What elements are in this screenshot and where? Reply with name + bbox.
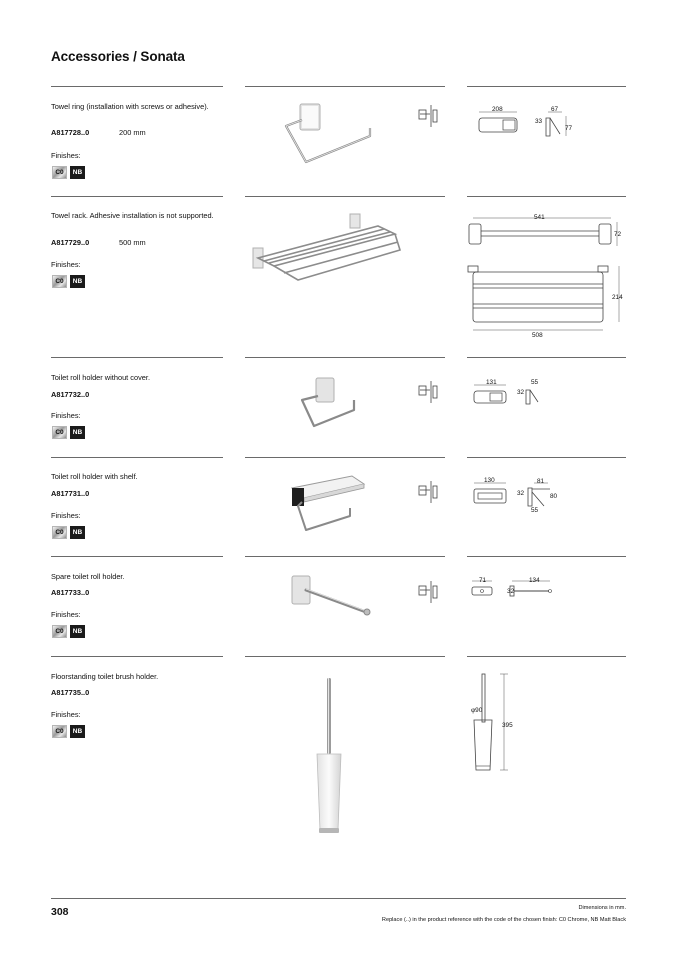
- footer-replace-note: Replace (..) in the product reference with the code of the chosen finish: C0 Chrome, NB Matt Black: [381, 917, 626, 923]
- finish-matt-black-swatch: NB: [70, 426, 85, 439]
- spare-roll-holder-image: [280, 568, 380, 628]
- finish-matt-black-swatch: NB: [70, 625, 85, 638]
- dimension-label: 80: [550, 493, 558, 500]
- dimension-label: 55: [531, 379, 539, 386]
- row-divider: [51, 656, 223, 657]
- dimension-label: 71: [479, 577, 487, 584]
- row-divider: [467, 196, 626, 197]
- product-description: Toilet roll holder with shelf.: [51, 472, 138, 481]
- towel-ring-image: [270, 96, 390, 171]
- dimension-label: 208: [492, 106, 503, 113]
- finish-swatches: [52, 166, 85, 179]
- towel-rack-drawing: [467, 212, 627, 337]
- dimension-label: 67: [551, 106, 559, 113]
- dimension-label: φ90: [471, 707, 483, 714]
- installation-icons: [418, 104, 442, 128]
- finish-matt-black-swatch: NB: [70, 725, 85, 738]
- dimension-label: 508: [532, 332, 543, 339]
- dimension-label: 214: [612, 294, 623, 301]
- row-divider: [467, 357, 626, 358]
- row-divider: [245, 656, 445, 657]
- toilet-brush-holder-image: [305, 672, 355, 842]
- dimension-label: 72: [614, 231, 622, 238]
- row-divider: [467, 457, 626, 458]
- dimension-label: 131: [486, 379, 497, 386]
- finish-chrome-swatch: C0: [52, 526, 67, 539]
- product-description: Spare toilet roll holder.: [51, 572, 125, 581]
- finish-matt-black-swatch: NB: [70, 526, 85, 539]
- product-reference: A817735..0: [51, 688, 90, 697]
- row-divider: [51, 86, 223, 87]
- product-description: Towel ring (installation with screws or adhesive).: [51, 102, 209, 111]
- row-divider: [467, 656, 626, 657]
- toilet-roll-holder-image: [288, 370, 368, 438]
- row-divider: [51, 196, 223, 197]
- finish-swatches: [52, 275, 85, 288]
- finishes-label: Finishes:: [51, 411, 81, 420]
- product-size: 500 mm: [119, 238, 146, 247]
- footer-divider: [51, 898, 626, 899]
- product-description: Floorstanding toilet brush holder.: [51, 672, 159, 681]
- row-divider: [245, 86, 445, 87]
- finish-chrome-swatch: C0: [52, 166, 67, 179]
- finish-chrome-swatch: C0: [52, 426, 67, 439]
- finish-matt-black-swatch: NB: [70, 166, 85, 179]
- toilet-brush-holder-drawing: [466, 670, 526, 780]
- row-divider: [245, 357, 445, 358]
- dimension-label: 32: [517, 389, 525, 396]
- finish-chrome-swatch: C0: [52, 625, 67, 638]
- dimension-label: 541: [534, 214, 545, 221]
- finishes-label: Finishes:: [51, 511, 81, 520]
- page-number: 308: [51, 906, 69, 918]
- finish-swatches: [52, 625, 85, 638]
- dimension-label: 32: [507, 588, 515, 595]
- dimension-label: 33: [535, 118, 543, 125]
- dimension-label: 32: [517, 490, 525, 497]
- product-reference: A817729..0: [51, 238, 90, 247]
- row-divider: [51, 357, 223, 358]
- page-title: Accessories / Sonata: [51, 49, 185, 64]
- row-divider: [51, 457, 223, 458]
- dimension-label: 130: [484, 477, 495, 484]
- row-divider: [467, 86, 626, 87]
- finishes-label: Finishes:: [51, 151, 81, 160]
- product-description: Toilet roll holder without cover.: [51, 373, 150, 382]
- dimension-label: 134: [529, 577, 540, 584]
- finish-chrome-swatch: C0: [52, 725, 67, 738]
- product-reference: A817728..0: [51, 128, 90, 137]
- finish-swatches: [52, 526, 85, 539]
- finish-matt-black-swatch: NB: [70, 275, 85, 288]
- dimension-label: 55: [531, 507, 539, 514]
- dimension-label: 77: [565, 125, 573, 132]
- dimension-label: 81: [537, 478, 545, 485]
- row-divider: [245, 457, 445, 458]
- row-divider: [51, 556, 223, 557]
- finishes-label: Finishes:: [51, 710, 81, 719]
- row-divider: [245, 196, 445, 197]
- installation-icons: [418, 480, 442, 504]
- finishes-label: Finishes:: [51, 260, 81, 269]
- dimension-label: 395: [502, 722, 513, 729]
- toilet-roll-holder-shelf-image: [282, 470, 372, 540]
- product-description: Towel rack. Adhesive installation is not supported.: [51, 211, 214, 220]
- finishes-label: Finishes:: [51, 610, 81, 619]
- product-reference: A817732..0: [51, 390, 90, 399]
- row-divider: [245, 556, 445, 557]
- footer-dimensions-note: Dimensions in mm.: [578, 905, 626, 911]
- installation-icons: [418, 580, 442, 604]
- finish-swatches: [52, 725, 85, 738]
- finish-chrome-swatch: C0: [52, 275, 67, 288]
- installation-icons: [418, 380, 442, 404]
- finish-swatches: [52, 426, 85, 439]
- towel-rack-image: [250, 210, 410, 290]
- product-reference: A817733..0: [51, 588, 90, 597]
- towel-ring-drawing: [470, 106, 580, 140]
- row-divider: [467, 556, 626, 557]
- product-reference: A817731..0: [51, 489, 90, 498]
- product-size: 200 mm: [119, 128, 146, 137]
